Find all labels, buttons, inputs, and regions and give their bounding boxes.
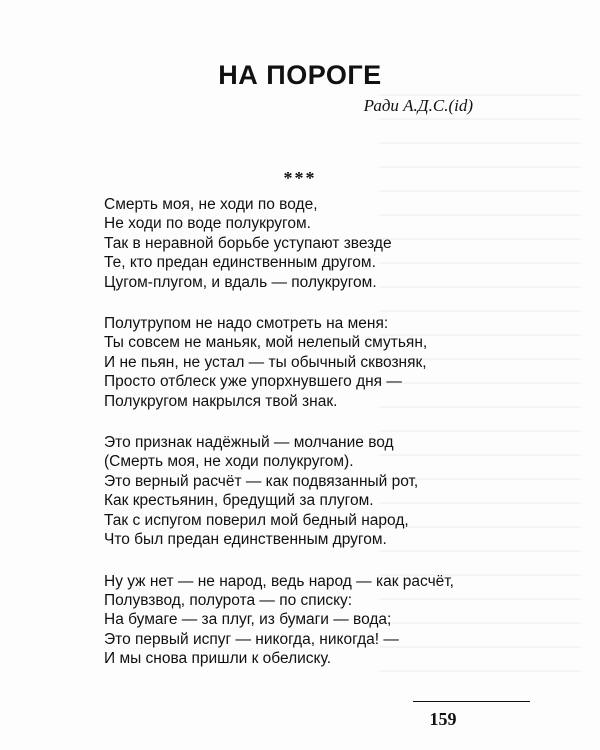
poem-line: Смерть моя, не ходи по воде, (104, 196, 318, 213)
poem-line: Те, кто предан единственным другом. (104, 254, 376, 272)
poem-line: Не ходи по воде полукругом. (104, 215, 311, 233)
poem-body (104, 195, 504, 691)
poem-line: И мы снова пришли к обелиску. (104, 650, 332, 668)
stanza-4 (104, 572, 504, 669)
poem-line: Что был предан единственным другом. (104, 531, 387, 549)
poem-line: Так с испугом поверил мой бедный народ, (104, 511, 409, 529)
poem-line: Ну уж нет — не народ, ведь народ — как расчёт, (104, 572, 454, 590)
stanza-3 (104, 433, 504, 549)
poem-line: Полутрупом не надо смотреть на меня: (104, 315, 389, 333)
footer-rule (413, 701, 530, 702)
poem-line: Так в неравной борьбе уступают звезде (104, 234, 392, 252)
poem-title: НА ПОРОГЕ (218, 60, 382, 90)
poem-line: Просто отблеск уже упорхнувшего дня — (104, 373, 402, 391)
poem-line: Полукругом накрылся твой знак. (104, 392, 338, 410)
poem-line: Это первый испуг — никогда, никогда! — (104, 630, 399, 648)
poem-line: (Смерть моя, не ходи полукругом). (104, 453, 354, 471)
dedication: Ради А.Д.С.(id) (363, 96, 473, 115)
poem-line: На бумаге — за плуг, из бумаги — вода; (104, 611, 392, 629)
section-separator: *** (283, 168, 317, 188)
poem-line: Это признак надёжный — молчание вод (104, 434, 394, 452)
poem-line: Цугом-плугом, и вдаль — полукругом. (104, 273, 377, 291)
poem-line: И не пьян, не устал — ты обычный сквозняк, (104, 353, 427, 371)
page-number: 159 (429, 709, 457, 729)
poem-line: Ты совсем не маньяк, мой нелепый смутьян, (104, 334, 428, 352)
stanza-2 (104, 314, 504, 411)
poem-line: Как крестьянин, бредущий за плугом. (104, 492, 374, 510)
poem-line: Полувзвод, полурота — по списку: (104, 591, 353, 609)
poem-line: Это верный расчёт — как подвязанный рот, (104, 472, 419, 490)
stanza-1 (104, 195, 504, 292)
